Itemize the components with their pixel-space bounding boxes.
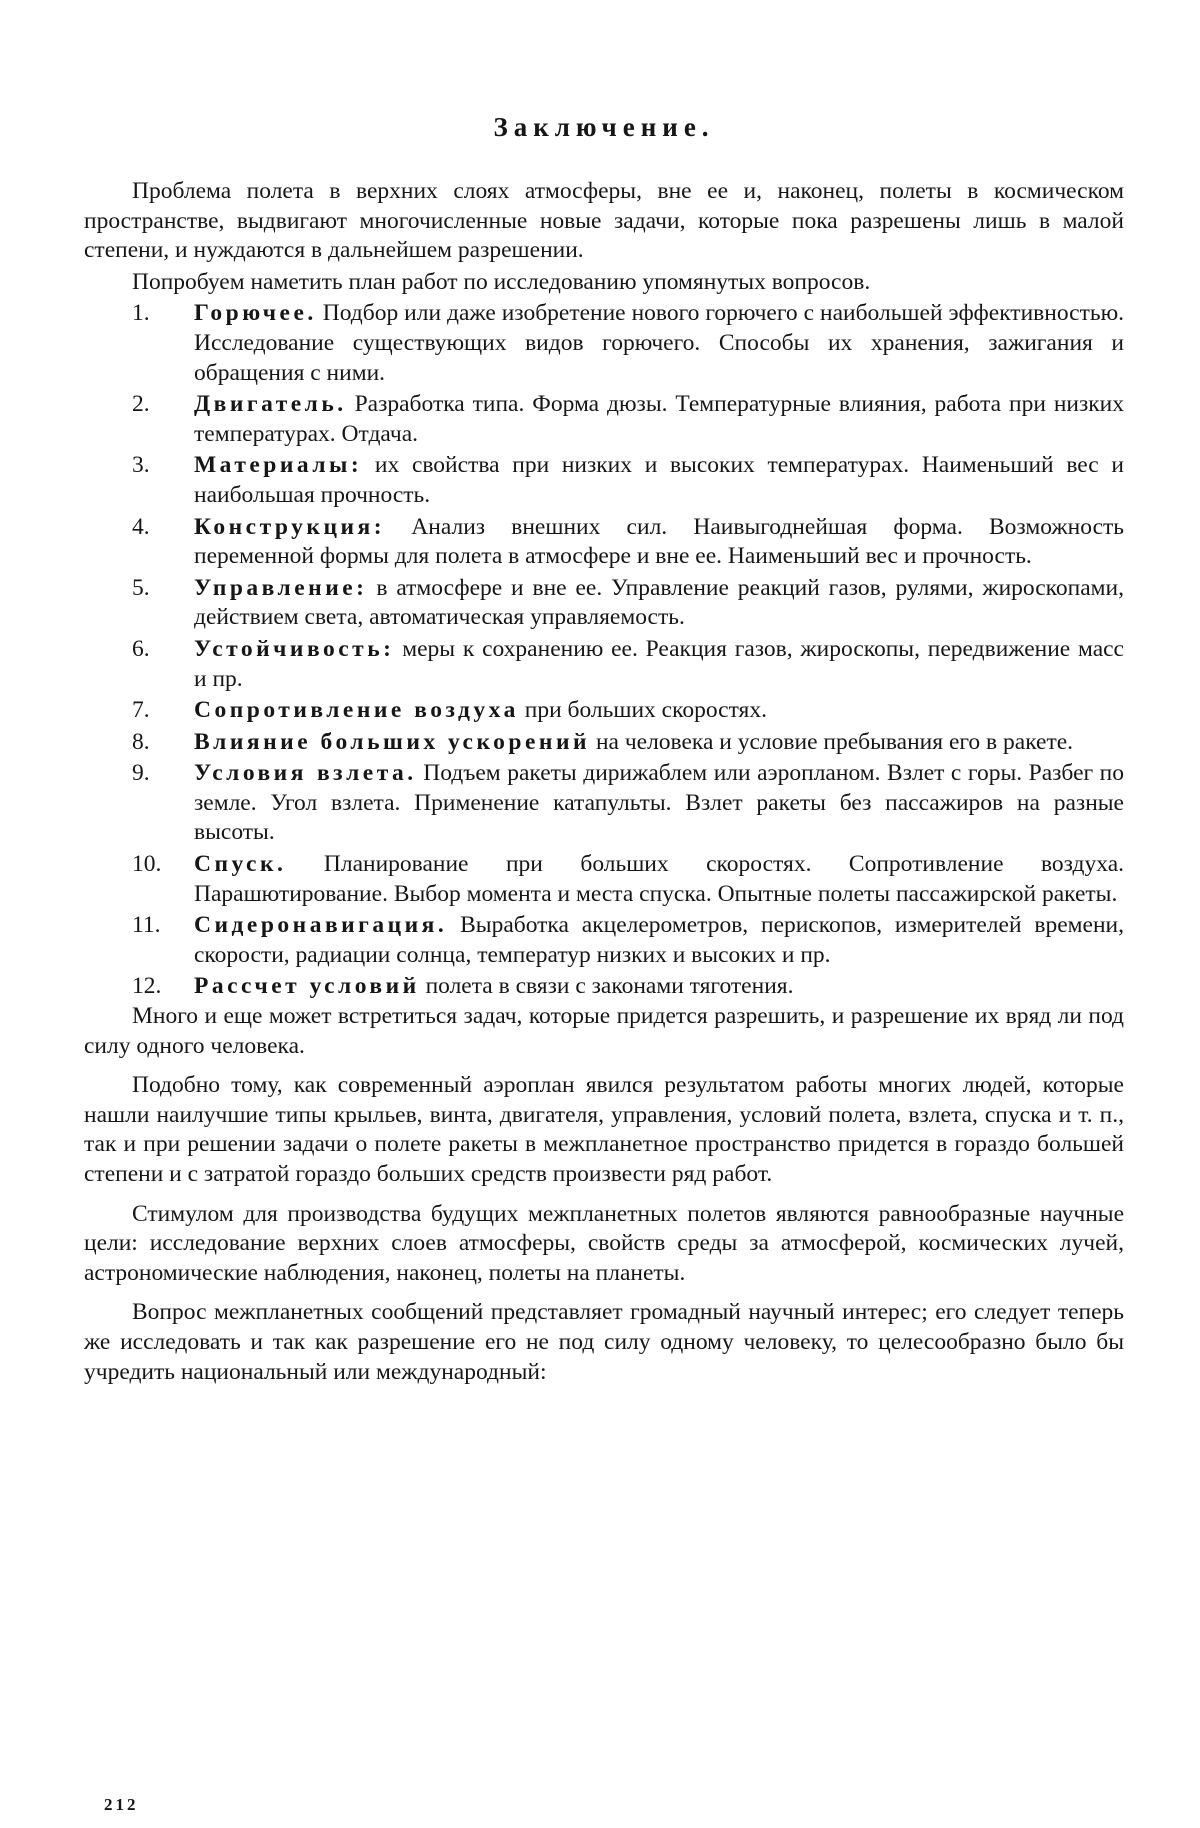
outro-paragraph-1: Много и еще может встретиться задач, которые придется разрешить, и разрешение их вряд ли под силу одного человека.: [84, 1003, 1124, 1059]
list-item-heading: Двигатель.: [194, 391, 347, 418]
list-item-text: Планирование при больших скоростях. Сопротивление воздуха. Парашютирование. Выбор момента и места спуска. Опытные полеты пассажирской ракеты.: [194, 851, 1124, 907]
list-item-number: 10.: [132, 851, 162, 878]
list-item-number: 5.: [132, 574, 150, 601]
list-item: [84, 728, 1124, 758]
list-item: [84, 451, 1124, 510]
list-item-text: меры к сохранению ее. Реакция газов, жироскопы, передвижение масс и пр.: [194, 635, 1124, 692]
list-item-heading: Конструкция:: [194, 513, 386, 540]
list-item-heading: Спуск.: [194, 851, 287, 878]
list-item-text: в атмосфере и вне ее. Управление реакций газов, рулями, жироскопами, действием света, автоматическая управляемость.: [194, 574, 1124, 631]
list-item: [84, 574, 1124, 633]
list-item-heading: Сидеронавигация.: [194, 912, 448, 939]
list-item: [84, 972, 1124, 1002]
list-item-text: Выработка акцелерометров, перископов, измерителей времени, скорости, радиации солнца, температур низких и высоких и пр.: [194, 912, 1124, 968]
list-item-heading: Устойчивость:: [194, 635, 395, 662]
list-item-number: 9.: [132, 760, 150, 787]
list-item-number: 1.: [132, 300, 150, 327]
list-item-text: их свойства при низких и высоких температурах. Наименьший вес и наибольшая прочность.: [194, 452, 1124, 508]
page-title: Заключение.: [493, 112, 715, 142]
list-item-text: полета в связи с законами тяготения.: [419, 973, 794, 1000]
list-item: [84, 696, 1124, 726]
list-item-number: 4.: [132, 513, 150, 540]
list-item-heading: Горючее.: [194, 300, 317, 327]
list-item-number: 2.: [132, 391, 150, 418]
list-item-heading: Условия взлета.: [194, 760, 417, 787]
list-item-heading: Рассчет условий: [194, 973, 420, 1000]
list-item: [84, 850, 1124, 909]
research-plan-list: [84, 299, 1124, 1002]
outro-paragraph-3: Стимулом для производства будущих межпланетных полетов являются равнообразные научные цели: исследование верхних слоев атмосферы, свойств среды за атмосферой, космических лучей, астрономические наблюдения, наконец, полеты на планеты.: [84, 1200, 1124, 1286]
list-item-text: Разработка типа. Форма дюзы. Температурные влияния, работа при низких температурах. Отдача.: [194, 391, 1124, 447]
page-number: 212: [104, 1795, 139, 1814]
list-item-text: Подъем ракеты дирижаблем или аэропланом. Взлет с горы. Разбег по земле. Угол взлета. Применение катапульты. Взлет ракеты без пассажиров на разные высоты.: [194, 760, 1125, 846]
list-item-number: 11.: [132, 912, 161, 939]
list-item-heading: Влияние больших ускорений: [194, 728, 591, 755]
list-item: [84, 759, 1124, 848]
list-item: [84, 635, 1124, 694]
list-item-text: на человека и условие пребывания его в ракете.: [590, 728, 1074, 755]
list-item-number: 8.: [132, 728, 150, 755]
list-item-heading: Управление:: [194, 574, 368, 601]
outro-paragraph-2: Подобно тому, как современный аэроплан явился результатом работы многих людей, которые нашли наилучшие типы крыльев, винта, двигателя, управления, условий полета, взлета, спуска и т. п., так и при решении задачи о полете ракеты в межпланетное пространство придется в гораздо большей степени и с затратой гораздо больших средств произвести ряд работ.: [84, 1072, 1124, 1187]
list-item: [84, 390, 1124, 449]
list-item-number: 3.: [132, 452, 150, 479]
list-item-heading: Материалы:: [194, 452, 363, 479]
list-item-heading: Сопротивление воздуха: [194, 697, 519, 724]
list-item: [84, 911, 1124, 970]
list-item-number: 7.: [132, 697, 150, 724]
intro-paragraph-1: Проблема полета в верхних слоях атмосферы, вне ее и, наконец, полеты в космическом пространстве, выдвигают многочисленные новые задачи, которые пока разрешены лишь в малой степени, и нуждаются в дальнейшем разрешении.: [84, 178, 1124, 264]
list-item: [84, 513, 1124, 572]
outro-paragraph-4: Вопрос межпланетных сообщений представляет громадный научный интерес; его следует теперь же исследовать и так как разрешение его не под силу одному человеку, то целесообразно было бы учредить национальный или международный:: [84, 1299, 1124, 1385]
list-item-text: при больших скоростях.: [518, 697, 767, 724]
intro-paragraph-2: Попробуем наметить план работ по исследованию упомянутых вопросов.: [132, 268, 871, 295]
list-item-text: Анализ внешних сил. Наивыгоднейшая форма. Возможность переменной формы для полета в атмосфере и вне ее. Наименьший вес и прочность.: [194, 513, 1124, 570]
document-page: [84, 112, 1124, 1387]
list-item-number: 12.: [132, 973, 162, 1000]
list-item: [84, 299, 1124, 388]
list-item-text: Подбор или даже изобретение нового горючего с наибольшей эффективностью. Исследование существующих видов горючего. Способы их хранения, зажигания и обращения с ними.: [194, 300, 1124, 386]
list-item-number: 6.: [132, 635, 150, 662]
